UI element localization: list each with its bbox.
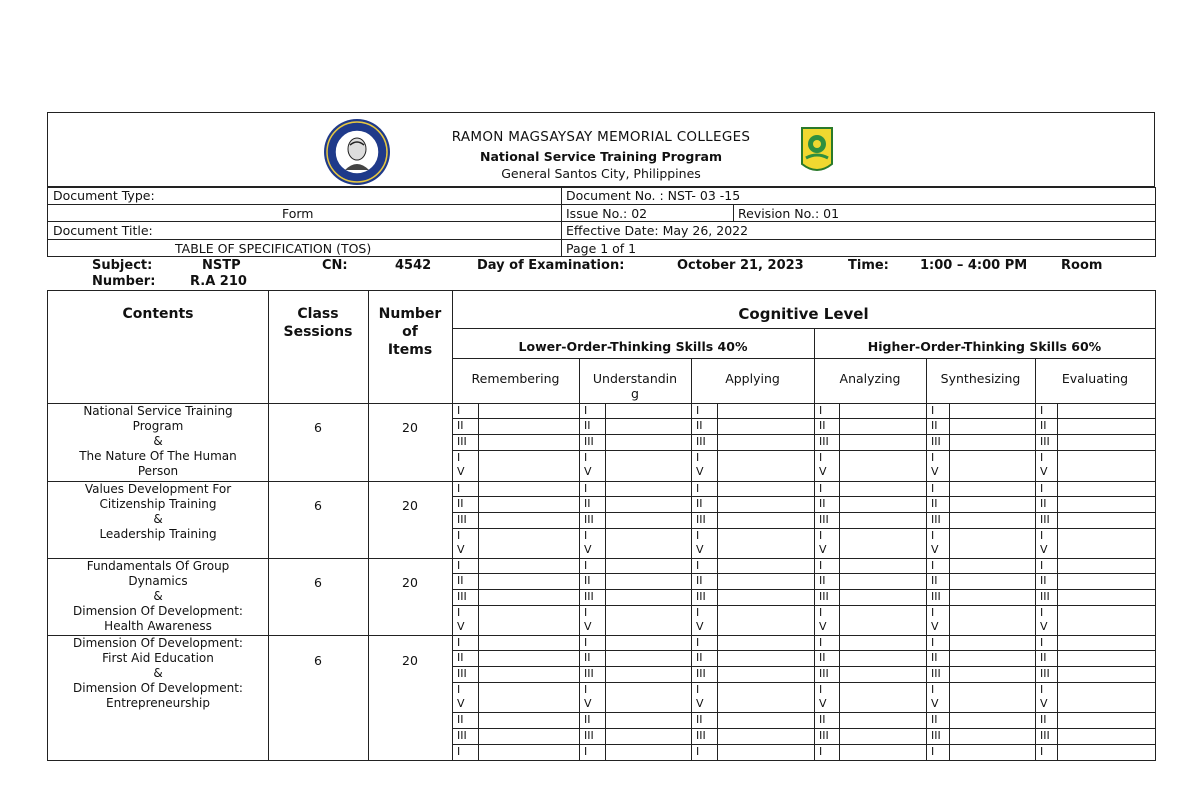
roman-numeral: II — [457, 713, 464, 726]
roman-numeral: V — [931, 465, 939, 478]
content-line: Leadership Training — [99, 527, 217, 541]
content-line: Program — [132, 419, 184, 433]
document-number: Document No. : NST- 03 -15 — [566, 188, 741, 203]
roman-numeral: I — [696, 683, 700, 696]
roman-numeral: II — [1040, 419, 1047, 432]
roman-numeral: II — [931, 651, 938, 664]
roman-numeral: III — [584, 667, 594, 680]
time-label: Time: — [848, 258, 889, 273]
roman-numeral: I — [457, 745, 461, 758]
roman-numeral: I — [931, 451, 935, 464]
roman-numeral: III — [819, 590, 829, 603]
roman-numeral: I — [1040, 451, 1044, 464]
roman-numeral: II — [819, 574, 826, 587]
roman-numeral: II — [1040, 713, 1047, 726]
roman-numeral: I — [819, 745, 823, 758]
roman-numeral: V — [819, 620, 827, 633]
school-name: RAMON MAGSAYSAY MEMORIAL COLLEGES — [451, 129, 751, 145]
roman-numeral: V — [696, 465, 704, 478]
roman-numeral: II — [696, 574, 703, 587]
hots-header: Higher-Order-Thinking Skills 60% — [867, 339, 1102, 354]
roman-numeral: III — [819, 729, 829, 742]
content-line: & — [153, 589, 163, 603]
roman-numeral: III — [819, 513, 829, 526]
roman-numeral: I — [696, 482, 700, 495]
roman-numeral: I — [584, 683, 588, 696]
content-line: Dynamics — [128, 574, 188, 588]
roman-numeral: I — [819, 606, 823, 619]
roman-numeral: II — [931, 497, 938, 510]
roman-numeral: III — [696, 513, 706, 526]
roman-numeral: I — [1040, 683, 1044, 696]
roman-numeral: II — [696, 497, 703, 510]
roman-numeral: III — [584, 590, 594, 603]
roman-numeral: I — [584, 559, 588, 572]
page-indicator: Page 1 of 1 — [566, 241, 637, 256]
roman-numeral: II — [931, 419, 938, 432]
content-line: The Nature Of The Human — [79, 449, 237, 463]
number-of-items-header-line3: Items — [387, 342, 433, 358]
roman-numeral: III — [457, 729, 467, 742]
roman-numeral: I — [1040, 745, 1044, 758]
roman-numeral: V — [457, 620, 465, 633]
roman-numeral: I — [457, 482, 461, 495]
roman-numeral: I — [819, 404, 823, 417]
roman-numeral: III — [931, 435, 941, 448]
content-line: Citizenship Training — [99, 497, 217, 511]
roman-numeral: II — [457, 574, 464, 587]
document-type-label: Document Type: — [53, 188, 155, 203]
roman-numeral: II — [696, 651, 703, 664]
roman-numeral: I — [696, 451, 700, 464]
roman-numeral: III — [1040, 729, 1050, 742]
program-name: National Service Training Program — [480, 149, 722, 164]
roman-numeral: III — [931, 513, 941, 526]
roman-numeral: V — [584, 620, 592, 633]
content-line: Values Development For — [84, 482, 232, 496]
roman-numeral: V — [696, 620, 704, 633]
roman-numeral: II — [457, 419, 464, 432]
roman-numeral: I — [584, 529, 588, 542]
subject-value: NSTP — [202, 258, 241, 273]
content-line: Dimension Of Development: — [73, 636, 243, 650]
roman-numeral: I — [457, 404, 461, 417]
time-value: 1:00 – 4:00 PM — [920, 258, 1028, 273]
content-line: Fundamentals Of Group — [86, 559, 230, 573]
roman-numeral: II — [457, 651, 464, 664]
exam-day-value: October 21, 2023 — [677, 258, 804, 273]
roman-numeral: II — [457, 497, 464, 510]
level-header-remembering: Remembering — [471, 371, 560, 386]
number-of-items-value: 20 — [402, 420, 418, 435]
roman-numeral: I — [1040, 606, 1044, 619]
roman-numeral: III — [819, 435, 829, 448]
level-header-understandin: Understandin — [592, 371, 678, 386]
roman-numeral: I — [819, 482, 823, 495]
level-header-wrap: g — [631, 386, 639, 401]
roman-numeral: I — [457, 683, 461, 696]
cognitive-level-header: Cognitive Level — [738, 305, 869, 323]
roman-numeral: V — [819, 465, 827, 478]
roman-numeral: II — [584, 574, 591, 587]
content-line: National Service Training — [83, 404, 233, 418]
number-of-items-value: 20 — [402, 498, 418, 513]
roman-numeral: I — [696, 559, 700, 572]
roman-numeral: V — [584, 697, 592, 710]
roman-numeral: V — [931, 697, 939, 710]
roman-numeral: I — [584, 745, 588, 758]
roman-numeral: III — [584, 729, 594, 742]
roman-numeral: II — [1040, 651, 1047, 664]
number-of-items-value: 20 — [402, 575, 418, 590]
level-header-analyzing: Analyzing — [839, 371, 901, 386]
roman-numeral: V — [584, 543, 592, 556]
class-sessions-value: 6 — [314, 498, 322, 513]
roman-numeral: III — [457, 435, 467, 448]
exam-day-label: Day of Examination: — [477, 258, 625, 273]
effective-date: Effective Date: May 26, 2022 — [566, 223, 749, 238]
content-line: Dimension Of Development: — [73, 604, 243, 618]
roman-numeral: II — [584, 419, 591, 432]
roman-numeral: II — [819, 497, 826, 510]
roman-numeral: III — [696, 729, 706, 742]
roman-numeral: I — [584, 404, 588, 417]
content-cell — [47, 636, 269, 711]
level-header-applying: Applying — [725, 371, 780, 386]
roman-numeral: III — [1040, 667, 1050, 680]
roman-numeral: III — [584, 513, 594, 526]
roman-numeral: I — [819, 451, 823, 464]
roman-numeral: I — [457, 529, 461, 542]
roman-numeral: II — [931, 713, 938, 726]
number-of-items-value: 20 — [402, 653, 418, 668]
number-of-items-header-line1: Number — [378, 306, 442, 322]
roman-numeral: I — [931, 636, 935, 649]
roman-numeral: V — [696, 697, 704, 710]
content-line: Dimension Of Development: — [73, 681, 243, 695]
roman-numeral: V — [931, 543, 939, 556]
roman-numeral: I — [819, 636, 823, 649]
roman-numeral: V — [584, 465, 592, 478]
class-sessions-value: 6 — [314, 575, 322, 590]
content-cell — [47, 482, 269, 542]
content-cell — [47, 559, 269, 634]
school-location: General Santos City, Philippines — [501, 166, 701, 181]
roman-numeral: I — [457, 451, 461, 464]
roman-numeral: V — [1040, 620, 1048, 633]
roman-numeral: III — [457, 667, 467, 680]
roman-numeral: I — [696, 529, 700, 542]
roman-numeral: I — [931, 606, 935, 619]
roman-numeral: I — [457, 606, 461, 619]
document-title-label: Document Title: — [53, 223, 153, 238]
roman-numeral: I — [931, 745, 935, 758]
roman-numeral: III — [1040, 590, 1050, 603]
roman-numeral: II — [696, 713, 703, 726]
class-sessions-value: 6 — [314, 653, 322, 668]
roman-numeral: III — [584, 435, 594, 448]
content-line: Person — [137, 464, 179, 478]
roman-numeral: V — [819, 543, 827, 556]
room-number-label: Number: — [92, 274, 156, 289]
room-label: Room — [1061, 258, 1103, 273]
cn-value: 4542 — [395, 258, 432, 273]
roman-numeral: I — [584, 451, 588, 464]
content-line: First Aid Education — [102, 651, 214, 665]
roman-numeral: III — [931, 729, 941, 742]
roman-numeral: I — [696, 636, 700, 649]
subject-label: Subject: — [92, 258, 153, 273]
roman-numeral: III — [457, 513, 467, 526]
roman-numeral: II — [696, 419, 703, 432]
roman-numeral: V — [457, 697, 465, 710]
roman-numeral: I — [584, 636, 588, 649]
roman-numeral: I — [1040, 482, 1044, 495]
document-title-value: TABLE OF SPECIFICATION (TOS) — [175, 241, 372, 256]
roman-numeral: V — [1040, 543, 1048, 556]
class-sessions-header-line2: Sessions — [283, 324, 353, 340]
roman-numeral: I — [819, 559, 823, 572]
level-header-evaluating: Evaluating — [1061, 371, 1129, 386]
roman-numeral: I — [931, 683, 935, 696]
class-sessions-header-line1: Class — [297, 306, 339, 322]
roman-numeral: III — [696, 667, 706, 680]
roman-numeral: V — [457, 465, 465, 478]
roman-numeral: III — [1040, 513, 1050, 526]
content-line: & — [153, 666, 163, 680]
level-header-synthesizing: Synthesizing — [940, 371, 1021, 386]
roman-numeral: III — [696, 435, 706, 448]
content-cell — [47, 404, 269, 479]
roman-numeral: II — [819, 419, 826, 432]
roman-numeral: II — [584, 651, 591, 664]
roman-numeral: I — [1040, 636, 1044, 649]
number-of-items-header-line2: of — [402, 324, 418, 340]
roman-numeral: II — [819, 651, 826, 664]
content-line: Health Awareness — [104, 619, 212, 633]
roman-numeral: V — [1040, 465, 1048, 478]
roman-numeral: I — [1040, 404, 1044, 417]
roman-numeral: I — [819, 529, 823, 542]
revision-number: Revision No.: 01 — [738, 206, 840, 221]
roman-numeral: III — [819, 667, 829, 680]
room-value: R.A 210 — [190, 274, 247, 289]
contents-header: Contents — [122, 306, 194, 322]
roman-numeral: II — [1040, 574, 1047, 587]
roman-numeral: III — [1040, 435, 1050, 448]
roman-numeral: II — [584, 713, 591, 726]
roman-numeral: II — [584, 497, 591, 510]
roman-numeral: I — [931, 482, 935, 495]
roman-numeral: I — [584, 606, 588, 619]
roman-numeral: I — [1040, 559, 1044, 572]
document-type-value: Form — [282, 206, 314, 221]
roman-numeral: I — [457, 559, 461, 572]
roman-numeral: III — [931, 667, 941, 680]
roman-numeral: I — [931, 404, 935, 417]
roman-numeral: V — [931, 620, 939, 633]
roman-numeral: I — [457, 636, 461, 649]
roman-numeral: I — [696, 404, 700, 417]
roman-numeral: I — [696, 606, 700, 619]
roman-numeral: I — [931, 529, 935, 542]
roman-numeral: I — [696, 745, 700, 758]
roman-numeral: II — [1040, 497, 1047, 510]
issue-number: Issue No.: 02 — [566, 206, 648, 221]
content-line: & — [153, 434, 163, 448]
roman-numeral: V — [1040, 697, 1048, 710]
roman-numeral: I — [584, 482, 588, 495]
cn-label: CN: — [322, 258, 348, 273]
roman-numeral: II — [931, 574, 938, 587]
roman-numeral: I — [1040, 529, 1044, 542]
roman-numeral: III — [931, 590, 941, 603]
roman-numeral: V — [696, 543, 704, 556]
roman-numeral: I — [931, 559, 935, 572]
roman-numeral: II — [819, 713, 826, 726]
content-line: Entrepreneurship — [106, 696, 210, 710]
content-line: & — [153, 512, 163, 526]
lots-header: Lower-Order-Thinking Skills 40% — [518, 339, 748, 354]
class-sessions-value: 6 — [314, 420, 322, 435]
roman-numeral: V — [819, 697, 827, 710]
roman-numeral: III — [696, 590, 706, 603]
roman-numeral: V — [457, 543, 465, 556]
roman-numeral: III — [457, 590, 467, 603]
roman-numeral: I — [819, 683, 823, 696]
